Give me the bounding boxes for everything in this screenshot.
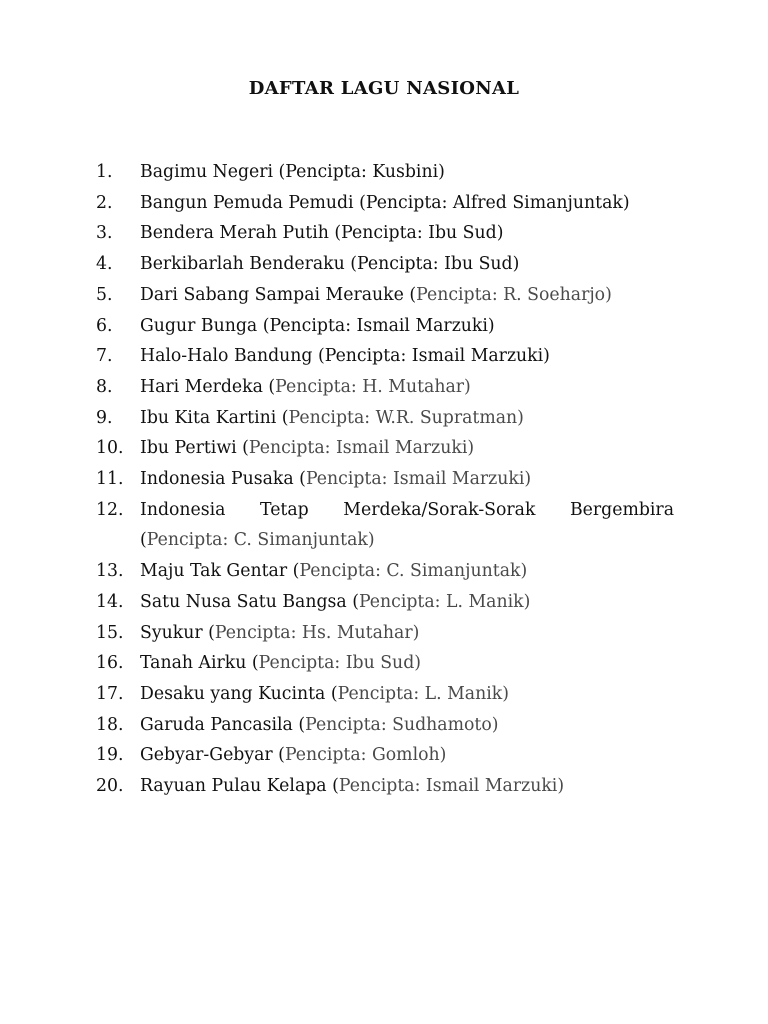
- composer-open-paren: (: [287, 561, 300, 582]
- list-item: [96, 433, 674, 464]
- composer-open-paren: (: [246, 653, 259, 674]
- song-title: Ibu Kita Kartini: [140, 407, 277, 428]
- song-list: [96, 157, 674, 802]
- list-item: [96, 556, 674, 587]
- item-number: 6.: [96, 315, 113, 336]
- list-item: [96, 218, 674, 249]
- composer-text: Pencipta: L. Manik): [337, 683, 509, 704]
- composer-text: Pencipta: Alfred Simanjuntak): [365, 192, 630, 213]
- composer-open-paren: (: [344, 254, 358, 275]
- composer-text: Pencipta: Sudhamoto): [305, 714, 499, 735]
- composer-text: Pencipta: Gomloh): [284, 745, 447, 766]
- list-item: [96, 280, 674, 311]
- list-item: [96, 587, 674, 618]
- song-title: Rayuan Pulau Kelapa: [140, 776, 327, 797]
- song-title: Indonesia Pusaka: [140, 469, 294, 490]
- composer-text: Pencipta: Ibu Sud): [258, 653, 421, 674]
- item-number: 10.: [96, 438, 124, 459]
- composer-open-paren: (: [292, 714, 306, 735]
- composer-open-paren: (: [403, 284, 417, 305]
- composer-open-paren: (: [276, 407, 289, 428]
- item-number: 15.: [96, 622, 124, 643]
- item-number: 7.: [96, 346, 113, 367]
- item-number: 17.: [96, 683, 124, 704]
- song-title: Bangun Pemuda Pemudi: [140, 192, 354, 213]
- list-item: [96, 710, 674, 741]
- item-number: 4.: [96, 254, 113, 275]
- composer-text: Pencipta: C. Simanjuntak): [146, 530, 375, 551]
- item-number: 13.: [96, 561, 124, 582]
- composer-open-paren: (: [140, 530, 147, 551]
- list-item: [96, 618, 674, 649]
- composer-text: Pencipta: Ismail Marzuki): [338, 776, 565, 797]
- composer-text: Pencipta: R. Soeharjo): [416, 284, 612, 305]
- list-item: [96, 648, 674, 679]
- song-title: Garuda Pancasila: [140, 714, 293, 735]
- item-number: 5.: [96, 284, 113, 305]
- composer-text: Pencipta: L. Manik): [358, 591, 531, 612]
- composer-open-paren: (: [312, 346, 325, 367]
- composer-text: Pencipta: Ismail Marzuki): [248, 438, 475, 459]
- composer-text: Pencipta: Ibu Sud): [341, 223, 504, 244]
- item-number: 19.: [96, 745, 124, 766]
- item-number: 16.: [96, 653, 124, 674]
- item-number: 2.: [96, 192, 113, 213]
- list-item: [96, 464, 674, 495]
- song-title: Gebyar-Gebyar: [140, 745, 273, 766]
- composer-text: Pencipta: C. Simanjuntak): [299, 561, 528, 582]
- list-item: [96, 771, 674, 802]
- list-item: [96, 341, 674, 372]
- composer-text: Pencipta: H. Mutahar): [275, 376, 471, 397]
- song-title: Dari Sabang Sampai Merauke: [140, 284, 404, 305]
- item-number: 11.: [96, 469, 124, 490]
- composer-open-paren: (: [346, 591, 359, 612]
- song-title: Syukur: [140, 622, 203, 643]
- item-number: 12.: [96, 499, 124, 520]
- item-number: 9.: [96, 407, 113, 428]
- composer-text: Pencipta: Ibu Sud): [357, 254, 520, 275]
- song-title: Satu Nusa Satu Bangsa: [140, 591, 347, 612]
- composer-text: Pencipta: W.R. Supratman): [288, 407, 524, 428]
- composer-open-paren: (: [257, 315, 270, 336]
- composer-open-paren: (: [325, 683, 338, 704]
- song-title: Hari Merdeka: [140, 376, 263, 397]
- song-title: Bagimu Negeri: [140, 162, 274, 182]
- song-title: Berkibarlah Benderaku: [140, 254, 345, 275]
- composer-text: Pencipta: Ismail Marzuki): [305, 469, 532, 490]
- composer-open-paren: (: [273, 162, 286, 182]
- list-item: [96, 495, 674, 556]
- list-item: [96, 249, 674, 280]
- list-item: [96, 157, 674, 188]
- song-title: Ibu Pertiwi: [140, 438, 237, 459]
- document-title: DAFTAR LAGU NASIONAL: [248, 78, 520, 99]
- composer-open-paren: (: [353, 192, 366, 213]
- song-title: Bendera Merah Putih: [140, 223, 329, 244]
- composer-open-paren: (: [202, 622, 215, 643]
- item-number: 8.: [96, 376, 113, 397]
- composer-text: Pencipta: Hs. Mutahar): [214, 622, 420, 643]
- song-title: Halo-Halo Bandung: [140, 346, 313, 367]
- composer-open-paren: (: [293, 469, 306, 490]
- list-item: [96, 372, 674, 403]
- composer-text: Pencipta: Ismail Marzuki): [269, 315, 495, 336]
- song-title: Indonesia Tetap Merdeka/Sorak-Sorak Bergembira: [140, 499, 674, 520]
- composer-open-paren: (: [262, 376, 276, 397]
- composer-open-paren: (: [326, 776, 339, 797]
- list-item: [96, 679, 674, 710]
- composer-text: Pencipta: Ismail Marzuki): [324, 346, 550, 367]
- composer-text: Pencipta: Kusbini): [285, 162, 445, 182]
- song-title: Tanah Airku: [140, 653, 247, 674]
- list-item: [96, 311, 674, 342]
- item-number: 14.: [96, 591, 124, 612]
- item-number: 20.: [96, 776, 124, 797]
- song-title: Gugur Bunga: [140, 315, 258, 336]
- list-item: [96, 403, 674, 434]
- composer-open-paren: (: [328, 223, 342, 244]
- song-title: Desaku yang Kucinta: [140, 683, 326, 704]
- list-item: [96, 188, 674, 219]
- item-number: 3.: [96, 223, 113, 244]
- item-number: 18.: [96, 714, 124, 735]
- song-title: Maju Tak Gentar: [140, 561, 288, 582]
- composer-open-paren: (: [236, 438, 249, 459]
- list-item: [96, 740, 674, 771]
- composer-open-paren: (: [272, 745, 285, 766]
- item-number: 1.: [96, 162, 113, 182]
